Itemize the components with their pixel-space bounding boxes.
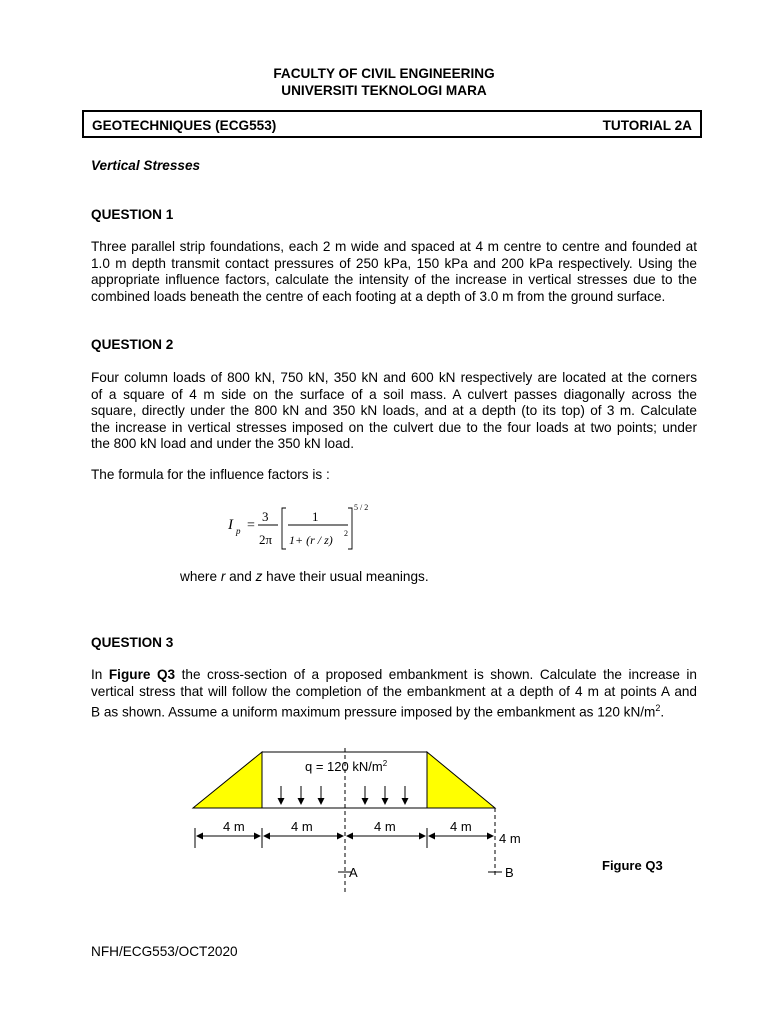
formula-lhs: I <box>228 517 233 533</box>
university-heading: UNIVERSITI TEKNOLOGI MARA <box>281 83 487 98</box>
formula-inner-num: 1 <box>312 509 319 524</box>
question-1-title: QUESTION 1 <box>91 207 174 222</box>
figure-caption: Figure Q3 <box>602 858 663 873</box>
depth-label: 4 m <box>499 831 521 846</box>
formula-intro: The formula for the influence factors is : <box>91 467 330 482</box>
right-slope <box>427 752 495 808</box>
svg-text:=: = <box>247 518 255 533</box>
q1-line: 1.0 m depth transmit contact pressures of 250 kPa, 150 kPa and 200 kPa respectively. Using the <box>91 255 697 271</box>
influence-factor-formula <box>220 498 380 558</box>
dim-label: 4 m <box>450 819 472 834</box>
dim-label: 4 m <box>291 819 313 834</box>
q3-line: B as shown. Assume a uniform maximum pressure imposed by the embankment as 120 $kN/m^2$. <box>91 703 665 720</box>
q2-line: the increase in vertical stresses imposed on the culvert due to the four loads at two points; under <box>91 419 697 435</box>
course-code: GEOTECHNIQUES (ECG553) <box>92 118 277 133</box>
formula-inner-sq: 2 <box>344 529 348 538</box>
q2-line: the 800 kN load and under the 350 kN load. <box>91 436 355 452</box>
q1-line: combined loads beneath the centre of each footing at a depth of 3.0 m from the ground surface. <box>91 288 666 304</box>
question-3-title: QUESTION 3 <box>91 635 174 650</box>
question-1-text <box>91 239 697 305</box>
dim-label: 4 m <box>223 819 245 834</box>
left-slope <box>193 752 262 808</box>
formula-den: 2π <box>259 532 273 547</box>
formula-inner-den: 1+ (r / z) <box>289 533 333 547</box>
load-arrows <box>281 786 405 804</box>
footer-code: NFH/ECG553/OCT2020 <box>91 944 238 959</box>
q2-line: square, directly under the 800 kN and 350 kN loads, and at a depth (to its top) of 3 m. Calculate <box>91 403 697 419</box>
q2-line: of a square of 4 m side on the surface of a soil mass. A culvert passes diagonally across the <box>91 386 697 402</box>
section-title: Vertical Stresses <box>91 158 201 173</box>
q1-line: appropriate influence factors, calculate the intensity of the increase in vertical stresses due to the <box>91 272 697 288</box>
formula-power: 5 / 2 <box>354 503 369 512</box>
faculty-heading: FACULTY OF CIVIL ENGINEERING <box>273 66 495 81</box>
point-b-label: B <box>505 865 514 880</box>
q3-line: In Figure Q3 the cross-section of a proposed embankment is shown. Calculate the increase in <box>91 667 697 682</box>
question-2-text <box>91 370 697 453</box>
figure-reference: Figure Q3 <box>108 667 176 682</box>
point-a-label: A <box>349 865 358 880</box>
q1-line: Three parallel strip foundations, each 2 m wide and spaced at 4 m centre to centre and founded at <box>91 239 697 254</box>
dim-label: 4 m <box>374 819 396 834</box>
formula-num: 3 <box>262 509 269 524</box>
question-2-title: QUESTION 2 <box>91 337 174 352</box>
formula-where: where r and z have their usual meanings. <box>180 569 429 584</box>
q3-line: vertical stress that will follow the completion of the embankment at a depth of 4 m at points A and <box>91 683 697 699</box>
tutorial-number: TUTORIAL 2A <box>602 118 692 133</box>
course-header-box <box>82 110 702 138</box>
q2-line: Four column loads of 800 kN, 750 kN, 350 kN and 600 kN respectively are located at the corners <box>91 370 697 385</box>
formula-subscript: p <box>236 526 241 536</box>
question-3-text <box>91 667 697 721</box>
load-label: q = 120 $kN/m^2$ <box>305 759 388 774</box>
embankment-figure <box>0 740 768 900</box>
